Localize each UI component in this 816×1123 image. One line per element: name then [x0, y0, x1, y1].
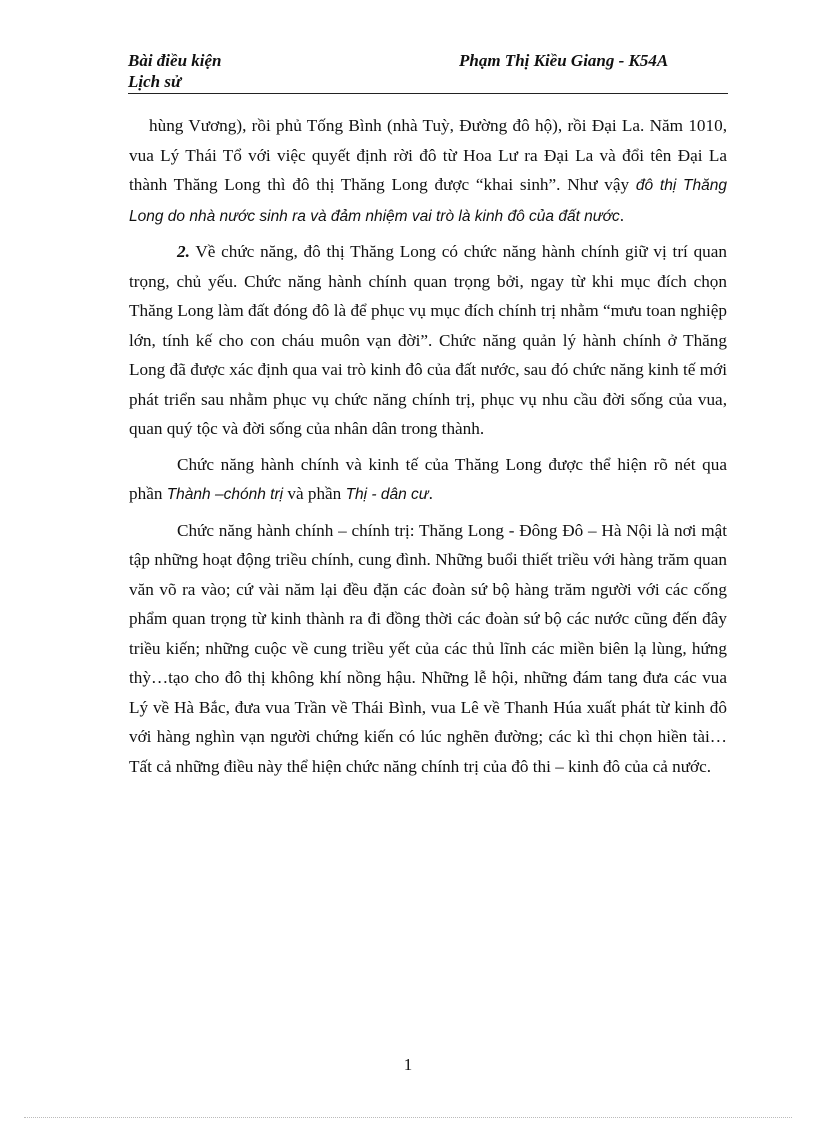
- paragraph-1-italic: đô thị Thăng Long do nhà nước sinh ra và đảm nhiệm vai trò là kinh đô của đất nước: [129, 177, 727, 225]
- paragraph-2-text: Về chức năng, đô thị Thăng Long có chức năng hành chính giữ vị trí quan trọng, chủ yếu. Chức năng hành chính quan trọng bởi, ngay từ khi mục đích chọn Thăng Long làm đất đóng đô là để phục vụ mục đích chính trị nhằm “mưu toan nghiệp lớn, tính kế cho con cháu muôn vạn đời”. Chức năng quản lý hành chính ở Thăng Long đã được xác định qua vai trò kinh đô của đất nước, sau đó chức năng kinh tế mới phát triển sau nhằm phục vụ chức năng chính trị, phục vụ nhu cầu đời sống của vua, quan quý tộc và đời sống của nhân dân trong thành.: [129, 242, 727, 438]
- page-header: [128, 50, 728, 94]
- header-left: [128, 50, 222, 92]
- header-subject-title: Bài điều kiện: [128, 51, 222, 70]
- paragraph-1-text: hùng Vương), rồi phủ Tống Bình (nhà Tuỳ, Đường đô hộ), rồi Đại La. Năm 1010, vua Lý Thái Tổ với việc quyết định rời đô từ Hoa Lư ra Đại La và đổi tên Đại La thành Thăng Long thì đô thị Thăng Long được “khai sinh”. Như vậy: [129, 116, 727, 194]
- paragraph-3-end: .: [428, 484, 433, 503]
- paragraph-1-end: .: [619, 205, 625, 225]
- page-bottom-border: [24, 1117, 792, 1118]
- paragraph-3: [129, 450, 727, 510]
- page-number: 1: [403, 1055, 413, 1074]
- paragraph-4: [129, 516, 727, 782]
- header-subject: Lịch sử: [128, 72, 182, 91]
- paragraph-3-italic-1: Thành –chónh trị: [166, 486, 284, 503]
- document-body: [129, 111, 727, 787]
- paragraph-3-mid: và phần: [283, 484, 346, 503]
- paragraph-1: [129, 111, 727, 231]
- paragraph-2: [129, 237, 727, 444]
- header-author: Phạm Thị Kiều Giang - K54A: [459, 51, 669, 70]
- paragraph-2-number: 2.: [177, 242, 190, 261]
- paragraph-3-italic-2: Thị - dân cư: [345, 486, 429, 503]
- paragraph-3-text: Chức năng hành chính và kinh tế của Thăng Long được thể hiện rõ nét qua phần: [129, 454, 727, 503]
- paragraph-4-text: Chức năng hành chính – chính trị: Thăng Long - Đông Đô – Hà Nội là nơi mật tập những hoạt động triều chính, cung đình. Những buổi thiết triều với hàng trăm quan văn võ ra vào; cứ vài năm lại đều đặn các đoàn sứ bộ hàng trăm người với các cống phẩm quan trọng từ kinh thành ra đi đồng thời các đoàn sứ bộ các nước cũng đến đây triều kiến; những cuộc về cung triều yết của các thủ lĩnh các miền biên lạ lùng, hứng thỳ…tạo cho đô thị không khí nồng hậu. Những lễ hội, những đám tang đưa các vua Lý về Hà Bắc, đưa vua Trần về Thái Bình, vua Lê về Thanh Húa xuất phát từ kinh đô với hàng nghìn vạn người chứng kiến có lúc nghẽn đường; các kì thi chọn hiền tài… Tất cả những điều này thể hiện chức năng chính trị của đô thi – kinh đô của cả nước.: [129, 520, 727, 776]
- header-rule: [128, 93, 728, 94]
